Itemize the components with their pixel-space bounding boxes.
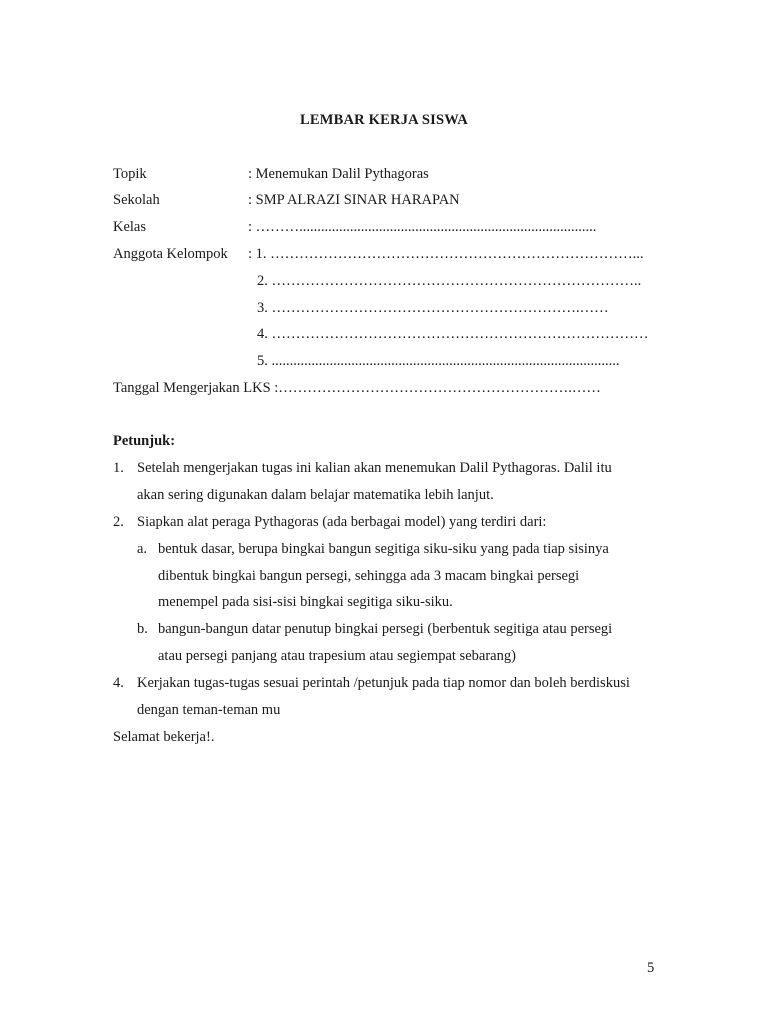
date-field: Tanggal Mengerjakan LKS :…………………………………………………….…… (113, 380, 601, 396)
field-label-anggota: Anggota Kelompok (113, 246, 228, 262)
instruction-text: Siapkan alat peraga Pythagoras (ada berbagai model) yang terdiri dari: (137, 514, 547, 530)
member-line-3: 3. ……………………………………………………….…… (257, 300, 609, 316)
instruction-number: 2. (113, 514, 124, 530)
member-line-4: 4. …………………………………………………………………… (257, 326, 649, 342)
subinstruction-text: bangun-bangun datar penutup bingkai persegi (berbentuk segitiga atau persegi (158, 621, 613, 637)
field-label-kelas: Kelas (113, 219, 147, 235)
instruction-text: Setelah mengerjakan tugas ini kalian akan menemukan Dalil Pythagoras. Dalil itu (137, 460, 612, 476)
instruction-text: Kerjakan tugas-tugas sesuai perintah /petunjuk pada tiap nomor dan boleh berdiskusi (137, 675, 630, 691)
subinstruction-text: bentuk dasar, berupa bingkai bangun segitiga siku-siku yang pada tiap sisinya (158, 541, 609, 557)
instruction-text: akan sering digunakan dalam belajar matematika lebih lanjut. (137, 487, 494, 503)
subinstruction-text: atau persegi panjang atau trapesium atau segiempat sebarang) (158, 648, 516, 664)
field-label-sekolah: Sekolah (113, 192, 160, 208)
subinstruction-text: menempel pada sisi-sisi bingkai segitiga siku-siku. (158, 594, 453, 610)
field-value-kelas: : ……….................................................................................. (248, 219, 597, 235)
member-line-5: 5. ................................................................................................ (257, 353, 620, 369)
field-value-anggota-1: : 1. …………………………………………………………………... (248, 246, 644, 262)
instruction-number: 1. (113, 460, 124, 476)
subinstruction-letter: b. (137, 621, 148, 637)
closing-text: Selamat bekerja!. (113, 729, 215, 745)
field-value-topik: : Menemukan Dalil Pythagoras (248, 166, 429, 182)
instruction-number: 4. (113, 675, 124, 691)
page-number: 5 (647, 960, 655, 976)
field-value-sekolah: : SMP ALRAZI SINAR HARAPAN (248, 192, 460, 208)
subinstruction-text: dibentuk bingkai bangun persegi, sehingga ada 3 macam bingkai persegi (158, 568, 580, 584)
field-label-topik: Topik (113, 166, 147, 182)
instruction-text: dengan teman-teman mu (137, 702, 281, 718)
subinstruction-letter: a. (137, 541, 148, 557)
instructions-heading: Petunjuk: (113, 433, 176, 449)
worksheet-title: LEMBAR KERJA SISWA (300, 112, 468, 128)
member-line-2: 2. ………………………………………………………………….. (257, 273, 642, 289)
